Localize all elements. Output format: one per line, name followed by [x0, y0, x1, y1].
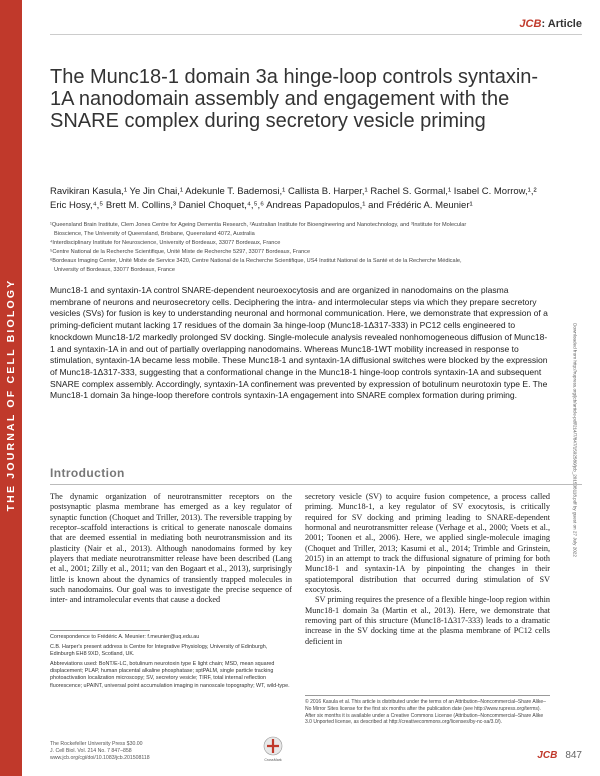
intro-paragraph: secretory vesicle (SV) to acquire fusion competence, a process called priming. Munc18-1, a key regulator of SV exocytosis, is critically required for SV docking and priming leading to SNARE-dependent hormonal and neurotransmitter release (Verhage et al., 2000; Voets et al., 2001; Toonen et al., 2006). Here, we applied single-molecule imaging (Choquet and Triller, 2013; Kasumi et al., 2014; Trimble and Grinstein, 2015) in an attempt to track the diffusional signature of priming for both Munc18-1 and syntaxin-1A by pinpointing the changes in their spatiotemporal distribution that occurred during stimulation of SV exocytosis.	[305, 492, 550, 595]
affiliations	[50, 221, 550, 276]
header-rule	[50, 34, 582, 35]
present-address-note: C.B. Harper's present address is Centre for Integrative Physiology, University of Edinburgh, Edinburgh EH8 9XD, Scotland, UK.	[50, 643, 268, 658]
journal-header	[519, 18, 582, 30]
page-footer	[537, 750, 582, 761]
journal-sidebar	[0, 0, 22, 776]
page-number: 847	[565, 750, 582, 761]
journal-brand: JCB	[519, 18, 542, 30]
publisher-line: The Rockefeller University Press $30.00	[50, 741, 143, 747]
intro-left-column: The dynamic organization of neurotransmitter receptors on the postsynaptic plasma membrane has emerged as a key regulator of synaptic function (Choquet and Triller, 2013). The reversible trapping by receptor–scaffold interactions is critical to generate nanoscale domains that are deemed essential in mediating both neurotransmission and its plasticity (Nair et al., 2013). Although nanodomains formed by key players that mediate neurotransmitter release have been described (Lang et al., 2001; Zilly et al., 2011; van den Bogaart et al., 2013), surprisingly little is known about the dynamics of transiently trapped molecules in such nanodomains. Our goal was to investigate the precise sequence of inter- and intramolecular events that cause a docked	[50, 492, 292, 605]
footer-brand: JCB	[537, 750, 558, 761]
author-list: Ravikiran Kasula,¹ Ye Jin Chai,¹ Adekunle T. Bademosi,¹ Callista B. Harper,¹ Rachel S. Gormal,¹ Isabel C. Morrow,¹,² Eric Hosy,⁴,⁵ Brett M. Collins,³ Daniel Choquet,⁴,⁵,⁶ Andreas Papadopulos,¹ and Frédéric A. Meunier¹	[50, 186, 537, 211]
crossmark-label: CrossMark	[264, 758, 282, 762]
footnote-rule	[50, 630, 150, 631]
license-note: © 2016 Kasula et al. This article is distributed under the terms of an Attribution–Noncommercial–Share Alike–No Mirror Sites license for the first six months after the publication date (see http://www.rupress.org/terms). After six months it is available under a Creative Commons License (Attribution–Noncommercial–Share Alike 3.0 Unported license, as described at http://creativecommons.org/licenses/by-nc-sa/3.0/).	[305, 695, 550, 726]
citation-line: J. Cell Biol. Vol. 214 No. 7 847–858	[50, 748, 132, 754]
affiliation-line: Bioscience, The University of Queensland, Brisbane, Queensland 4072, Australia	[54, 231, 255, 238]
sidebar-journal-name: THE JOURNAL OF CELL BIOLOGY	[5, 278, 17, 512]
abstract: Munc18-1 and syntaxin-1A control SNARE-dependent neuroexocytosis and are organized in nanodomains on the plasma membrane of neurons and neurosecretory cells. Deciphering the intra- and intermolecular steps via which they prepare secretory vesicles (SVs) for fusion is key to understanding neuronal and hormonal communication. Here, we demonstrate that expression of a priming-deficient mutant lacking 17 residues of the domain 3a hinge-loop (Munc18-1Δ317-333) in PC12 cells engineered to knockdown Munc18-1/2 markedly prolonged SV docking. Single-molecule analysis revealed nonhomogeneous diffusion of Munc18-1 and syntaxin-1A in and out of partially overlapping nanodomains. Whereas Munc18-1WT mobility increased in response to stimulation, syntaxin-1A became less mobile. These Munc18-1 and syntaxin-1A diffusional switches were blocked by the expression of Munc18-1Δ317-333, suggesting that a conformational change in the Munc18-1 hinge-loop controls syntaxin-1A and subsequent SNARE complex assembly. Accordingly, syntaxin-1A confinement was prevented by expression of botulinum neurotoxin type E. The Munc18-1 domain 3a hinge-loop therefore controls syntaxin-1A engagement into SNARE complex formation during priming.	[50, 285, 548, 401]
affiliation-line: University of Bordeaux, 33077 Bordeaux, France	[54, 267, 175, 274]
affiliation-line: ⁶Bordeaux Imaging Center, Unité Mixte de Service 3420, Centre National de la Recherche Scientifique, US4 Institut National de la Santé et de la Recherche Médicale,	[50, 258, 462, 265]
intro-right-column	[305, 492, 550, 647]
affiliation-line: ⁵Centre National de la Recherche Scientifique, Unité Mixte de Recherche 5297, 33077 Bordeaux, France	[50, 249, 311, 256]
download-note: Downloaded from http://rupress.org/jcb/article-pdf/214/7/847/1592580/jcb_201508118.pdf by guest on 27 July 2022	[572, 323, 578, 557]
section-heading-introduction: Introduction	[50, 466, 125, 480]
affiliation-line: ¹Queensland Brain Institute, Clem Jones Centre for Ageing Dementia Research, ²Australian Institute for Bioengineering and Nanotechnology, and ³Institute for Molecular	[50, 222, 467, 228]
footnotes	[50, 634, 292, 693]
crossmark-icon[interactable]	[262, 736, 284, 762]
footer-citation	[50, 741, 230, 762]
correspondence-note: Correspondence to Frédéric A. Meunier: f.meunier@uq.edu.au	[50, 634, 200, 640]
doi-link[interactable]: www.jcb.org/cgi/doi/10.1083/jcb.201508118	[50, 755, 150, 761]
intro-paragraph: SV priming requires the presence of a flexible hinge-loop region within Munc18-1 domain 3a (Martin et al., 2013). Here, we demonstrate that removing part of this structure (Munc18-1Δ317-333) leads to a dramatic increase in the SV docking time at the plasma membrane of PC12 cells deficient in	[305, 595, 550, 646]
article-type: Article	[547, 18, 582, 30]
header-separator: :	[541, 18, 548, 30]
affiliation-line: ⁴Interdisciplinary Institute for Neuroscience, University of Bordeaux, 33077 Bordeaux, France	[50, 240, 281, 247]
article-title: The Munc18-1 domain 3a hinge-loop controls syntaxin-1A nanodomain assembly and engagement with the SNARE complex during secretory vesicle priming	[50, 66, 539, 132]
section-rule	[50, 484, 582, 485]
abbreviations-note: Abbreviations used: BoNT/E-LC, botulinum neurotoxin type E light chain; MSD, mean squared displacement; PLAP, human placental alkaline phosphatase; sptPALM, single particle tracking photoactivation localization microscopy; SV, secretory vesicle; TIRF, total internal reflection fluorescence; uPAINT, universal point accumulation imaging in nanoscale topography; WT, wild-type.	[50, 660, 290, 689]
